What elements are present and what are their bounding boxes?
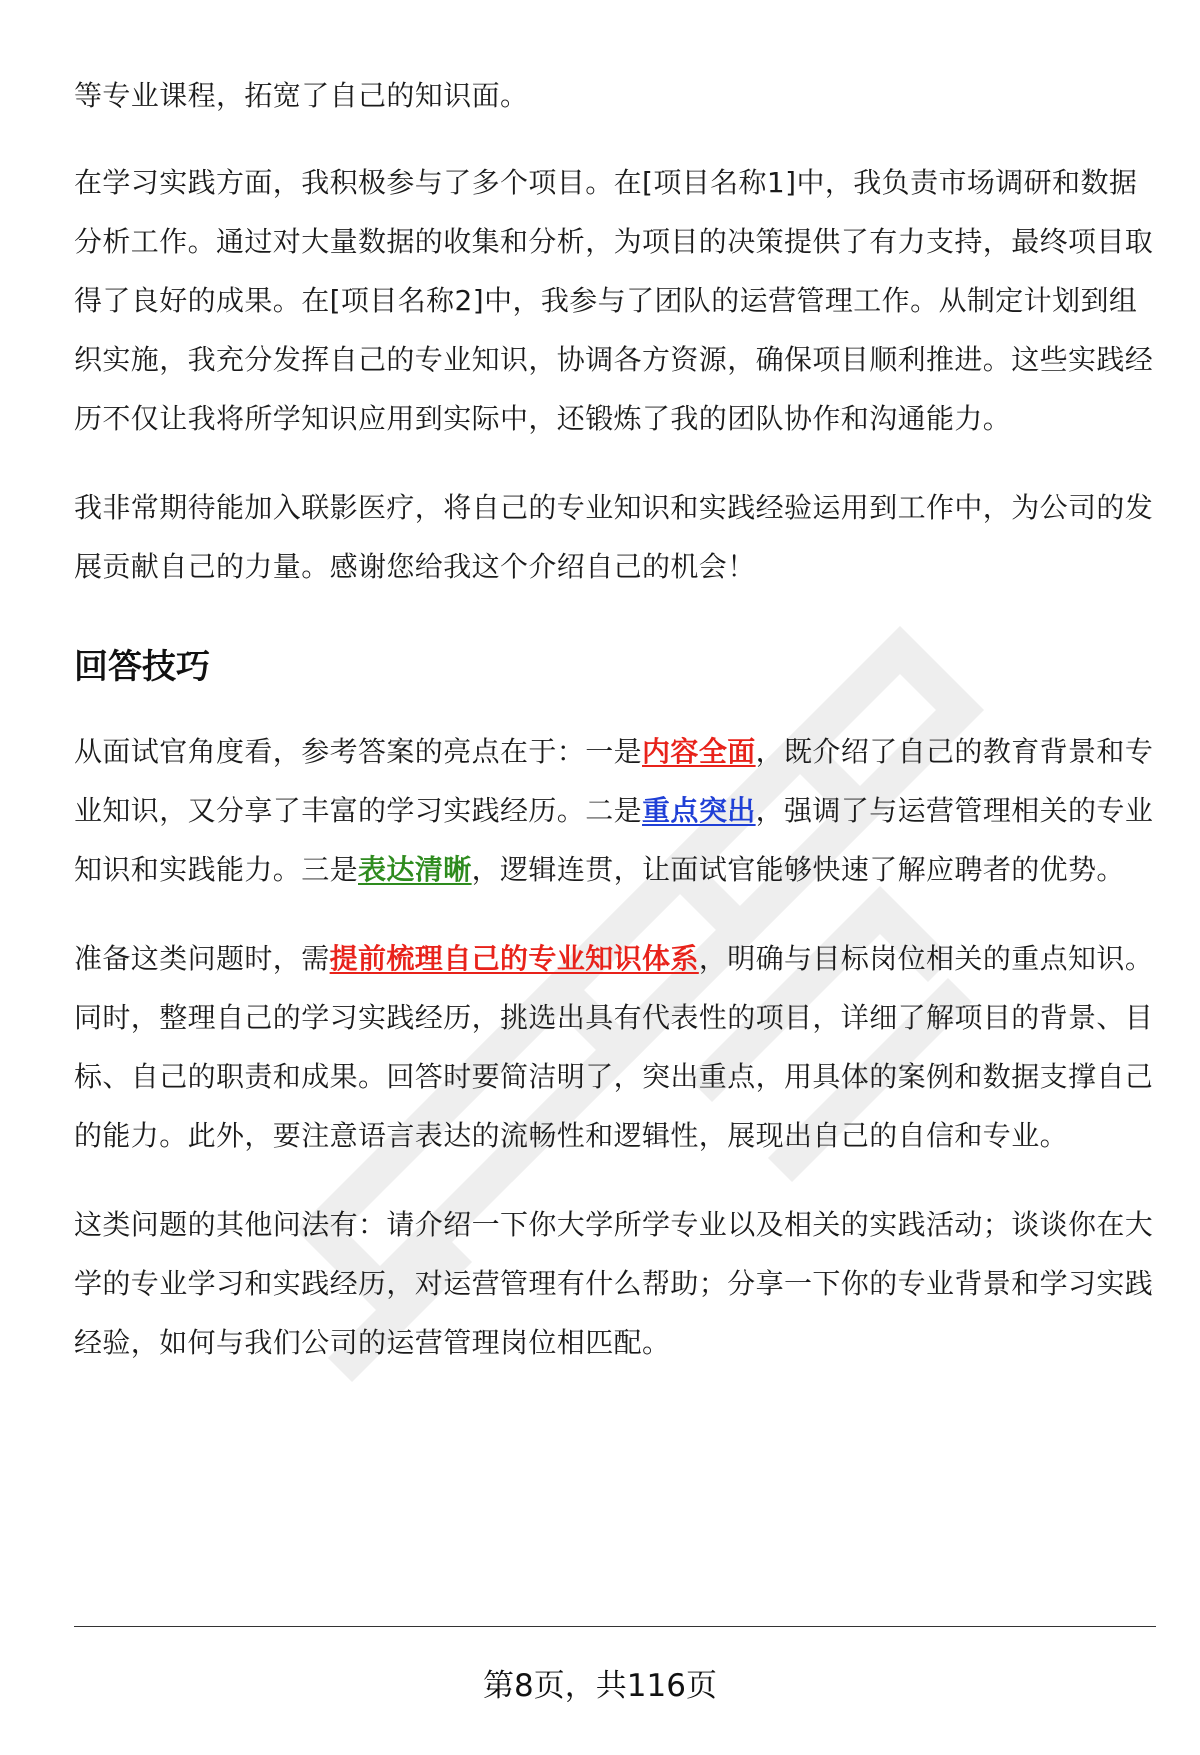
tip-text: ，逻辑连贯，让面试官能够快速了解应聘者的优势。 [471, 853, 1125, 886]
paragraph-practice: 在学习实践方面，我积极参与了多个项目。在[项目名称1]中，我负责市场调研和数据分析工作。通过对大量数据的收集和分析，为项目的决策提供了有力支持，最终项目取得了良好的成果。在[项目名称2]中，我参与了团队的运营管理工作。从制定计划到组织实施，我充分发挥自己的专业知识，协调各方资源，确保项目顺利推进。这些实践经历不仅让我将所学知识应用到实际中，还锻炼了我的团队协作和沟通能力。 [74, 166, 1154, 435]
highlight-knowledge-system: 提前梳理自己的专业知识体系 [329, 942, 699, 975]
paragraph-course: 等专业课程，拓宽了自己的知识面。 [74, 79, 529, 112]
tip-text: ，强调了与运营管理相关的专业知识和实践能力。三是 [74, 794, 1154, 886]
paragraph-tip-alternatives: 这类问题的其他问法有：请介绍一下你大学所学专业以及相关的实践活动；谈谈你在大学的专业学习和实践经历，对运营管理有什么帮助；分享一下你的专业背景和学习实践经验，如何与我们公司的运营管理岗位相匹配。 [74, 1208, 1154, 1359]
tip-text: ，既介绍了自己的教育背景和专业知识，又分享了丰富的学习实践经历。二是 [74, 735, 1154, 827]
paragraph-tip-highlights [74, 722, 1156, 899]
paragraph-closing: 我非常期待能加入联影医疗，将自己的专业知识和实践经验运用到工作中，为公司的发展贡献自己的力量。感谢您给我这个介绍自己的机会！ [74, 491, 1154, 583]
tip-text: 从面试官角度看，参考答案的亮点在于：一是 [74, 735, 643, 768]
tip-text: ，明确与目标岗位相关的重点知识。同时，整理自己的学习实践经历，挑选出具有代表性的项目，详细了解项目的背景、目标、自己的职责和成果。回答时要简洁明了，突出重点，用具体的案例和数据支撑自己的能力。此外，要注意语言表达的流畅性和逻辑性，展现出自己的自信和专业。 [74, 942, 1154, 1152]
paragraph-tip-preparation [74, 929, 1156, 1165]
footer-divider [74, 1626, 1156, 1627]
page-number: 第8页，共116页 [483, 1668, 717, 1704]
highlight-comprehensive: 内容全面 [642, 735, 756, 768]
highlight-clear: 表达清晰 [358, 853, 472, 886]
document-page [74, 66, 1156, 1402]
highlight-focus: 重点突出 [642, 794, 756, 827]
section-heading: 回答技巧 [74, 647, 210, 687]
tip-text: 准备这类问题时，需 [74, 942, 330, 975]
